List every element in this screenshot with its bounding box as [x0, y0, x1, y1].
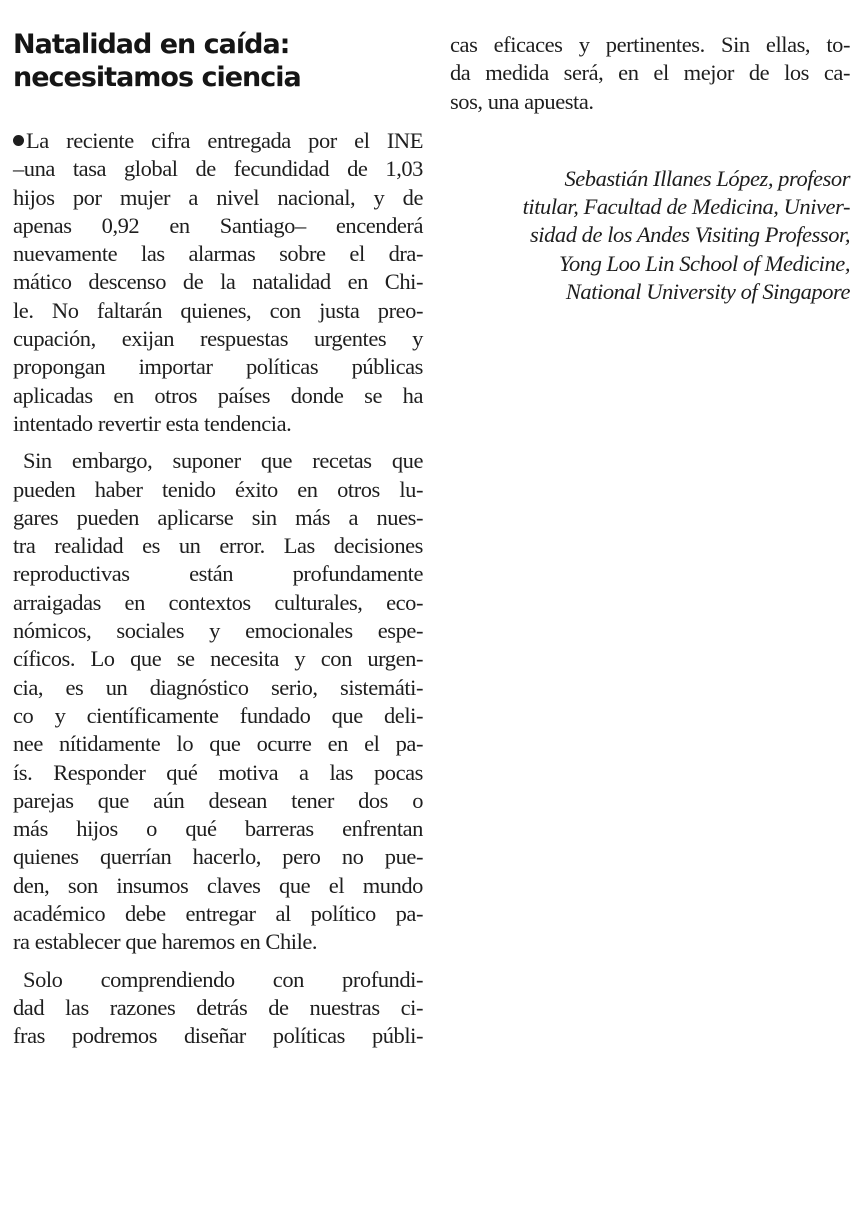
paragraph-1	[13, 127, 423, 438]
text-line: parejas que aún desean tener dos o	[13, 787, 423, 813]
text-line: quienes querrían hacerlo, pero no pue-	[13, 844, 423, 870]
text-line: cupación, exijan respuestas urgentes y	[13, 326, 423, 352]
text-line: aplicadas en otros países donde se ha	[13, 382, 423, 408]
text-line: nee nítidamente lo que ocurre en el pa-	[13, 731, 423, 757]
paragraph-2	[13, 447, 423, 956]
text-line: dad las razones detrás de nuestras ci-	[13, 994, 423, 1020]
author-signature	[440, 165, 850, 306]
signature-line: sidad de los Andes Visiting Professor,	[530, 222, 850, 248]
paragraph-3-start	[13, 966, 423, 1051]
right-column	[450, 31, 850, 116]
text-line: mático descenso de la natalidad en Chi-	[13, 269, 423, 295]
text-line: cíficos. Lo que se necesita y con urgen-	[13, 646, 423, 672]
headline-line-2: necesitamos ciencia	[13, 62, 301, 93]
text-line: Solo comprendiendo con profundi-	[23, 966, 423, 992]
text-line: gares pueden aplicarse sin más a nues-	[13, 504, 423, 530]
text-line: intentado revertir esta tendencia.	[13, 410, 292, 436]
text-line: fras podremos diseñar políticas públi-	[13, 1023, 423, 1049]
text-line: co y científicamente fundado que deli-	[13, 702, 423, 728]
signature-line: Sebastián Illanes López, profesor	[564, 166, 850, 191]
text-line: arraigadas en contextos culturales, eco-	[13, 589, 423, 615]
text-line: da medida será, en el mejor de los ca-	[450, 60, 850, 86]
text-line: ra establecer que haremos en Chile.	[13, 929, 318, 955]
text-line: den, son insumos claves que el mundo	[13, 872, 423, 898]
text-line: más hijos o qué barreras enfrentan	[13, 816, 423, 842]
text-line: hijos por mujer a nivel nacional, y de	[13, 184, 423, 210]
text-line: cas eficaces y pertinentes. Sin ellas, to-	[450, 32, 850, 57]
text-line: le. No faltarán quienes, con justa preo-	[13, 297, 423, 323]
left-column	[13, 127, 423, 1051]
text-line: apenas 0,92 en Santiago– encenderá	[13, 212, 423, 238]
text-line: pueden haber tenido éxito en otros lu-	[13, 476, 423, 502]
paragraph-3-end	[450, 31, 850, 116]
text-line: académico debe entregar al político pa-	[13, 901, 423, 927]
text-line: ís. Responder qué motiva a las pocas	[13, 759, 423, 785]
signature-line: Yong Loo Lin School of Medicine,	[558, 250, 850, 276]
text-line: La reciente cifra entregada por el INE	[26, 128, 423, 153]
text-line: tra realidad es un error. Las decisiones	[13, 533, 423, 559]
text-line: cia, es un diagnóstico serio, sistemáti-	[13, 674, 423, 700]
text-line: nuevamente las alarmas sobre el dra-	[13, 241, 423, 267]
text-line: Sin embargo, suponer que recetas que	[23, 448, 423, 474]
text-line: nómicos, sociales y emocionales espe-	[13, 618, 423, 644]
signature-line: National University of Singapore	[565, 278, 850, 304]
headline-line-1: Natalidad en caída:	[13, 29, 290, 60]
text-line: –una tasa global de fecundidad de 1,03	[13, 156, 423, 182]
bullet-icon	[13, 135, 24, 146]
text-line: propongan importar políticas públicas	[13, 354, 423, 380]
text-line: sos, una apuesta.	[450, 88, 594, 114]
text-line: reproductivas están profundamente	[13, 561, 423, 587]
headline	[13, 28, 433, 94]
signature-line: titular, Facultad de Medicina, Univer-	[522, 194, 850, 220]
